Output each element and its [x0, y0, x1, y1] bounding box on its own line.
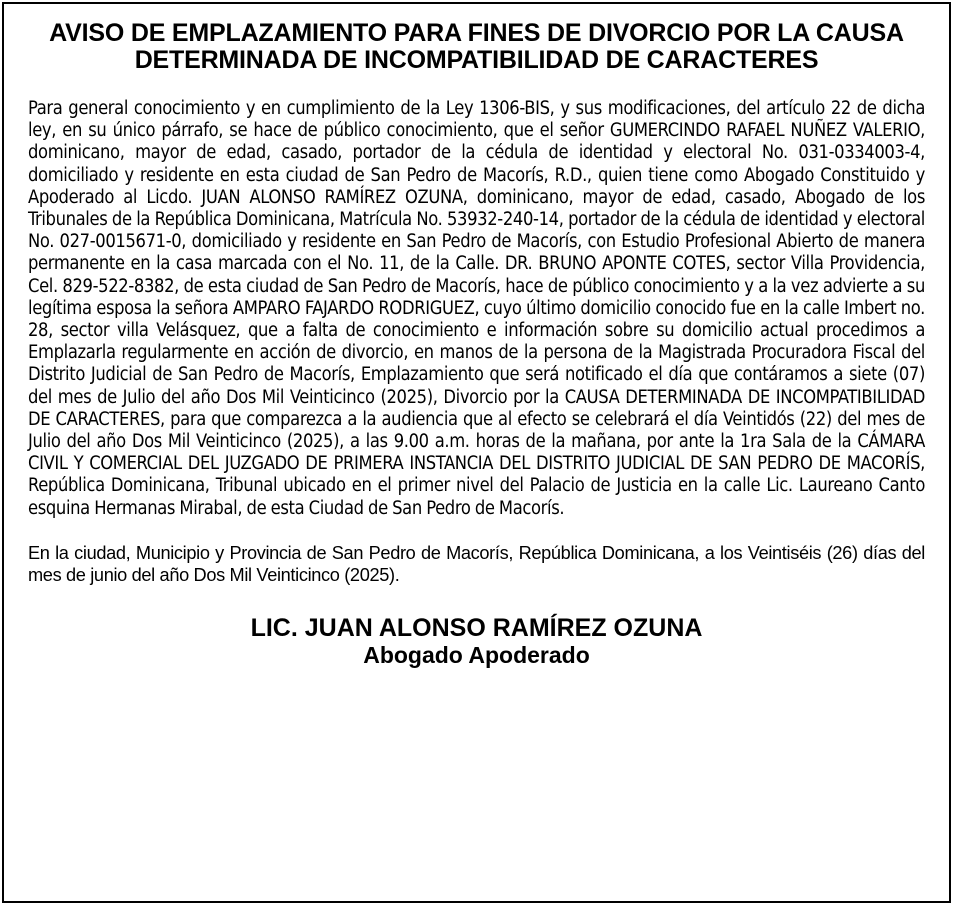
legal-notice: [2, 2, 951, 903]
signature-role: Abogado Apoderado: [363, 642, 590, 669]
signature-block: [4, 614, 949, 668]
signature-name: LIC. JUAN ALONSO RAMÍREZ OZUNA: [250, 614, 703, 643]
notice-closing: En la ciudad, Municipio y Provincia de San Pedro de Macorís, República Dominicana, a los Veintiséis (26) días del mes de junio del año Dos Mil Veinticinco (2025).: [28, 542, 925, 586]
notice-body: Para general conocimiento y en cumplimiento de la Ley 1306-BIS, y sus modificaciones, del artículo 22 de dicha ley, en su único párrafo, se hace de público conocimiento, que el señor GUMERCINDO RAFAEL NUÑEZ VALERIO, dominicano, mayor de edad, casado, portador de la cédula de identidad y electoral No. 031-0334003-4, domiciliado y residente en esta ciudad de San Pedro de Macorís, R.D., quien tiene como Abogado Constituido y Apoderado al Licdo. JUAN ALONSO RAMÍREZ OZUNA, dominicano, mayor de edad, casado, Abogado de los Tribunales de la República Dominicana, Matrícula No. 53932-240-14, portador de la cédula de identidad y electoral No. 027-0015671-0, domiciliado y residente en San Pedro de Macorís, con Estudio Profesional Abierto de manera permanente en la casa marcada con el No. 11, de la Calle. DR. BRUNO APONTE COTES, sector Villa Providencia, Cel. 829-522-8382, de esta ciudad de San Pedro de Macorís, hace de público conocimiento y a la vez advierte a su legítima esposa la señora AMPARO FAJARDO RODRIGUEZ, cuyo último domicilio conocido fue en la calle Imbert no. 28, sector villa Velásquez, que a falta de conocimiento e información sobre su domicilio actual procedimos a Emplazarla regularmente en acción de divorcio, en manos de la persona de la Magistrada Procuradora Fiscal del Distrito Judicial de San Pedro de Macorís, Emplazamiento que será notificado el día que contáramos a siete (07) del mes de Julio del año Dos Mil Veinticinco (2025), Divorcio por la CAUSA DETERMINADA DE INCOMPATIBILIDAD DE CARACTERES, para que comparezca a la audiencia que al efecto se celebrará el día Veintidós (22) del mes de Julio del año Dos Mil Veinticinco (2025), a las 9.00 a.m. horas de la mañana, por ante la 1ra Sala de la CÁMARA CIVIL Y COMERCIAL DEL JUZGADO DE PRIMERA INSTANCIA DEL DISTRITO JUDICIAL DE SAN PEDRO DE MACORÍS, República Dominicana, Tribunal ubicado en el primer nivel del Palacio de Justicia en la calle Lic. Laureano Canto esquina Hermanas Mirabal, de esta Ciudad de San Pedro de Macorís.: [28, 98, 925, 519]
notice-title: AVISO DE EMPLAZAMIENTO PARA FINES DE DIVORCIO POR LA CAUSA DETERMINADA DE INCOMPATIBILIDAD DE CARACTERES: [49, 19, 904, 74]
